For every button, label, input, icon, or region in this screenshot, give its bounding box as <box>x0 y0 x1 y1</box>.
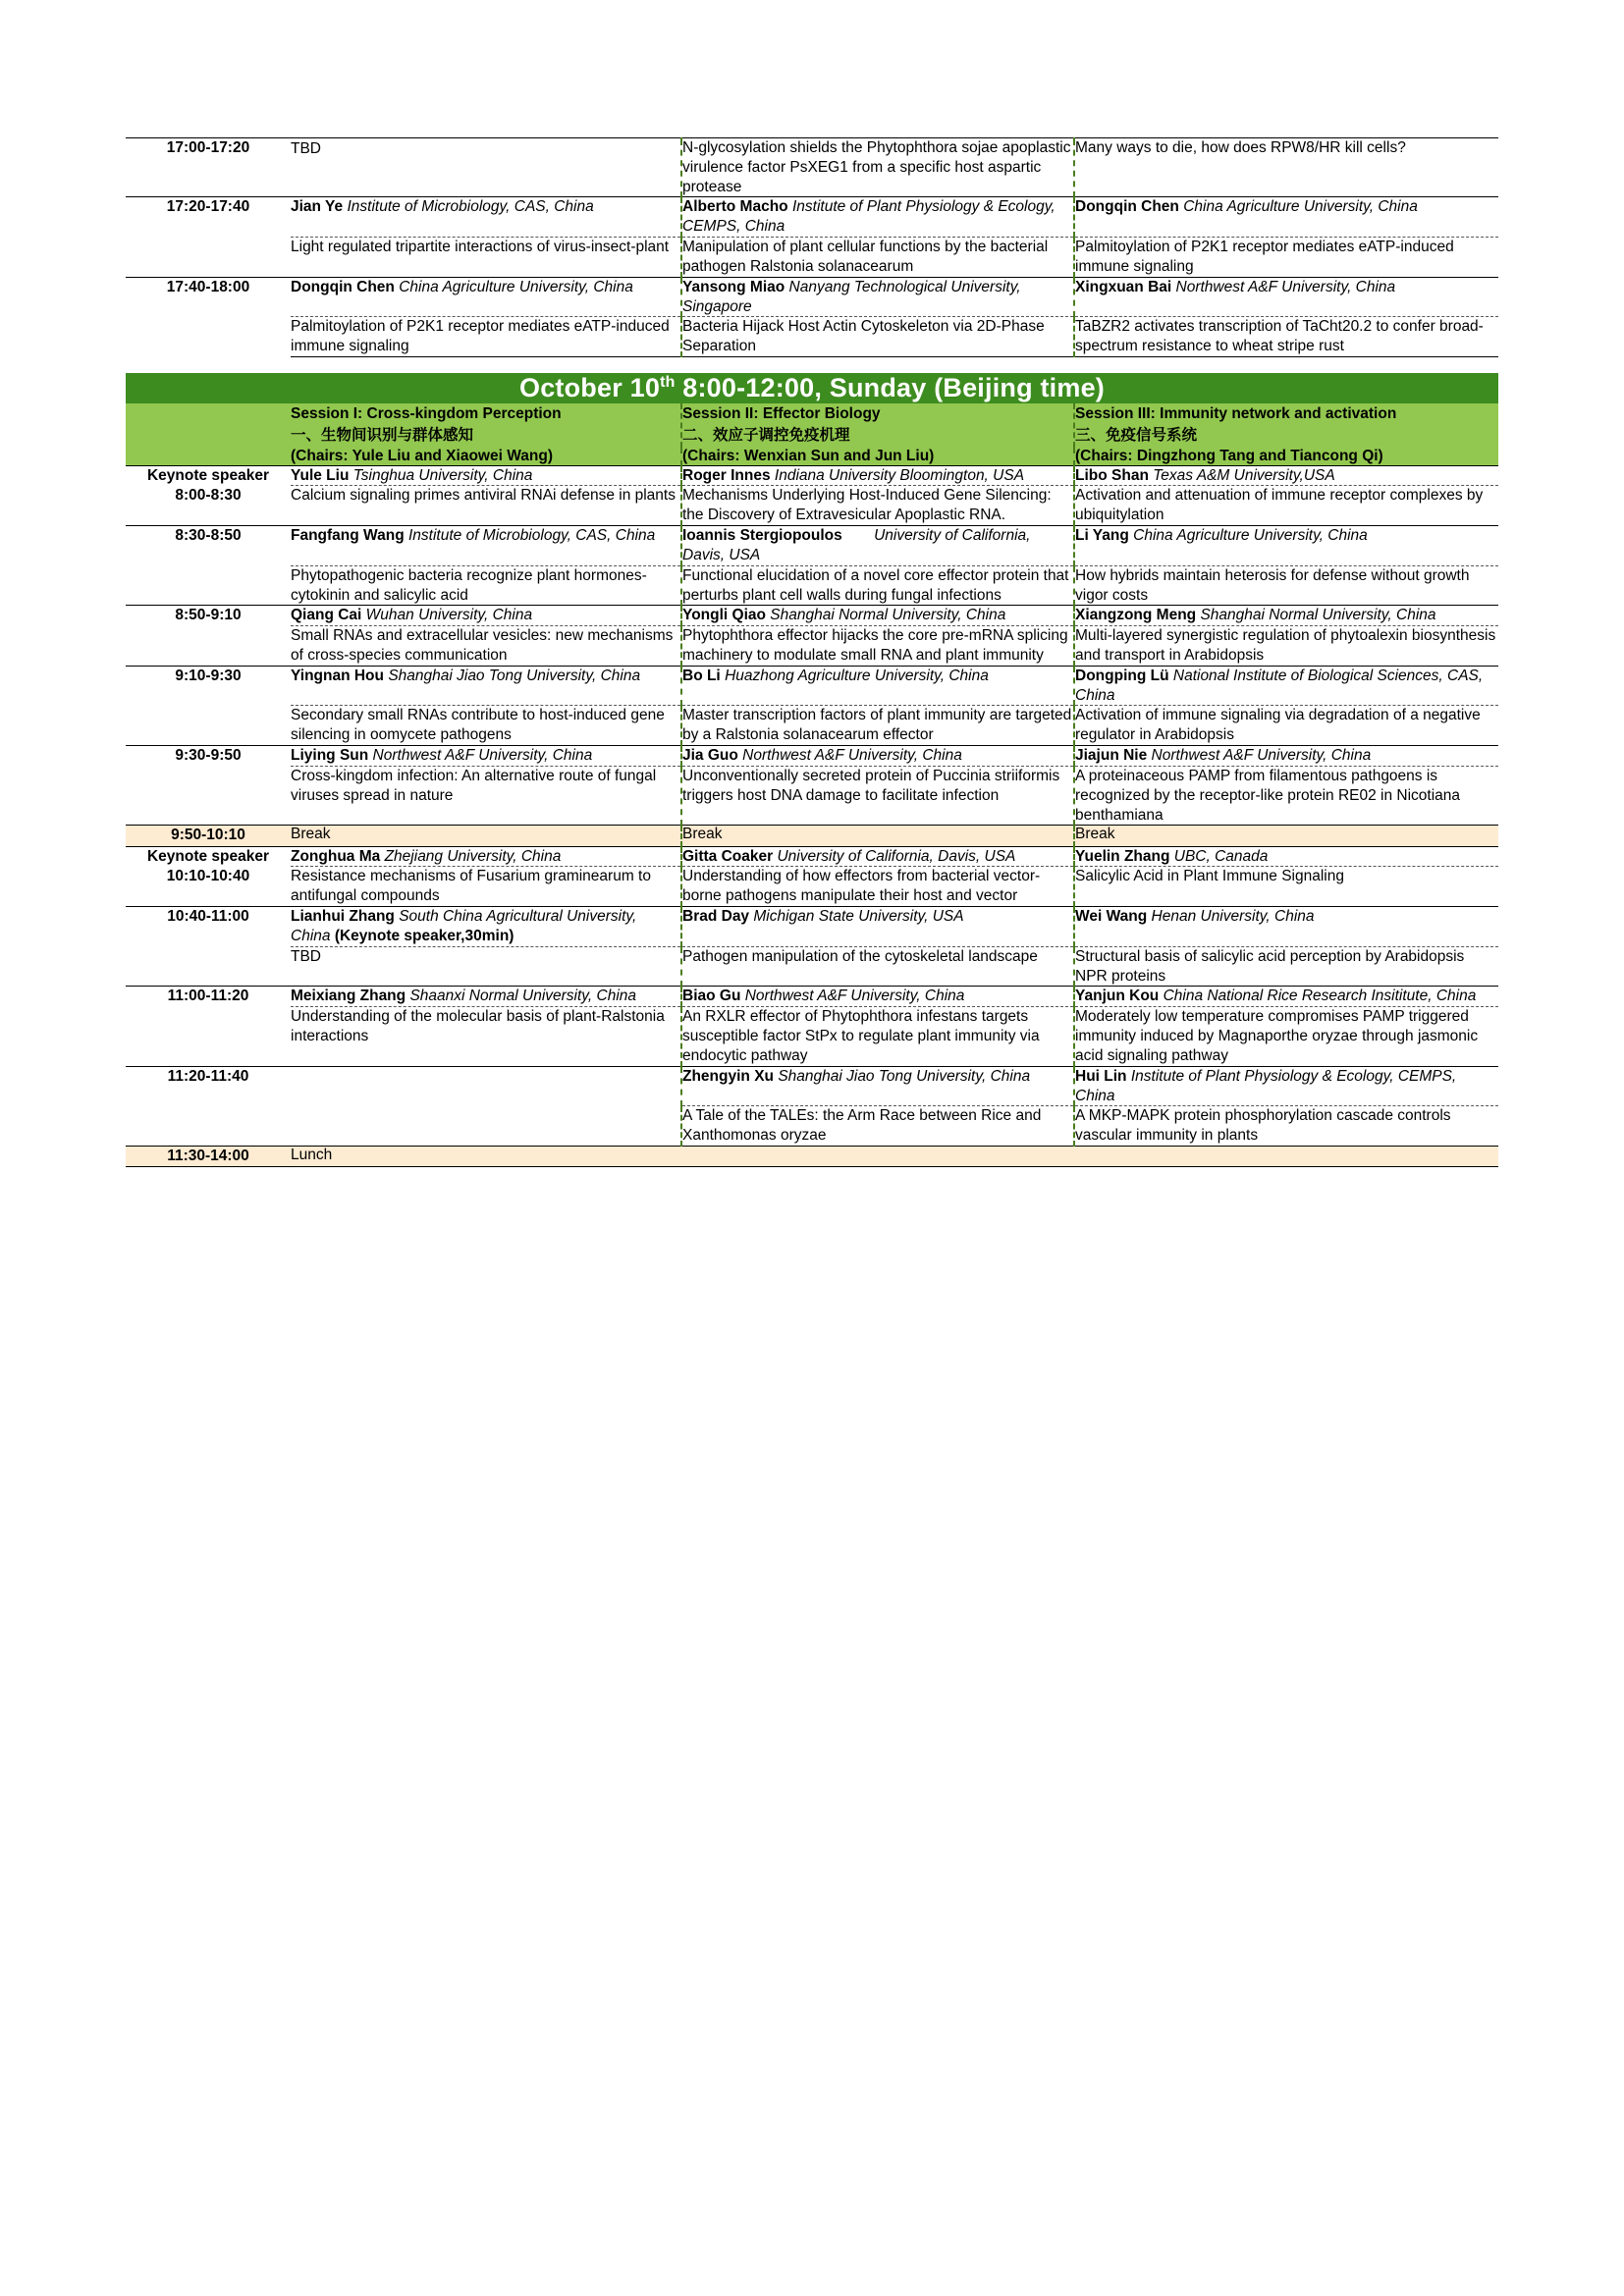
speaker-name: Yongli Qiao <box>682 607 766 624</box>
talk-title-s2: Phytophthora effector hijacks the core pre-mRNA splicing machinery to modulate small RNA and plant immunity <box>681 626 1074 667</box>
table-row-cont <box>126 486 1498 526</box>
speaker-s1 <box>291 465 681 486</box>
speaker-name: Jia Guo <box>682 747 738 765</box>
row-time: 8:50-9:10 <box>126 606 291 666</box>
speaker-affiliation: Shaanxi Normal University, China <box>409 988 637 1005</box>
speaker-s3 <box>1074 526 1498 566</box>
speaker-s2 <box>681 987 1074 1007</box>
speaker-name: Liying Sun <box>291 747 369 765</box>
speaker-s1 <box>291 277 681 317</box>
talk-title-s2: Bacteria Hijack Host Actin Cytoskeleton via 2D-Phase Separation <box>681 317 1074 357</box>
table-row-cont <box>126 317 1498 357</box>
speaker-name: Hui Lin <box>1075 1067 1127 1085</box>
speaker-name: Qiang Cai <box>291 607 362 624</box>
speaker-s1 <box>291 606 681 626</box>
speaker-name: Dongqin Chen <box>1075 198 1179 216</box>
talk-title-s1: TBD <box>291 139 321 157</box>
speaker-affiliation: National Institute of Biological Sciences, CAS, China <box>1075 667 1484 704</box>
talk-title-s1: Phytopathogenic bacteria recognize plant hormones-cytokinin and salicylic acid <box>291 565 681 606</box>
table-row <box>126 606 1498 626</box>
speaker-name: Dongqin Chen <box>291 278 395 295</box>
speaker-name: Libo Shan <box>1075 466 1149 484</box>
talk-title-s2: Functional elucidation of a novel core effector protein that perturbs plant cell walls during fungal infections <box>681 565 1074 606</box>
row-time: 17:20-17:40 <box>126 197 291 277</box>
speaker-name: Fangfang Wang <box>291 527 405 545</box>
row-time-line2: 10:10-10:40 <box>166 867 250 884</box>
speaker-affiliation: Tsinghua University, China <box>352 466 533 484</box>
speaker-affiliation: Shanghai Normal University, China <box>1200 607 1436 624</box>
table-row-cont <box>126 238 1498 278</box>
lunch-time: 11:30-14:00 <box>126 1147 291 1167</box>
speaker-affiliation: Shanghai Normal University, China <box>770 607 1006 624</box>
speaker-affiliation: Institute of Microbiology, CAS, China <box>347 198 594 216</box>
session-chairs-1: (Chairs: Yule Liu and Xiaowei Wang) <box>291 448 681 466</box>
speaker-s1 <box>291 746 681 767</box>
speaker-name: Zonghua Ma <box>291 847 381 865</box>
talk-title-s3: Palmitoylation of P2K1 receptor mediates eATP-induced immune signaling <box>1074 238 1498 278</box>
speaker-affiliation: China National Rice Research Insititute, China <box>1163 988 1477 1005</box>
speaker-s1 <box>291 846 681 867</box>
talk-title-s3: TaBZR2 activates transcription of TaCht20.2 to confer broad-spectrum resistance to wheat stripe rust <box>1074 317 1498 357</box>
speaker-name: Lianhui Zhang <box>291 908 395 926</box>
schedule-table-top <box>126 137 1498 373</box>
speaker-extra: (Keynote speaker,30min) <box>334 927 514 944</box>
speaker-affiliation: Northwest A&F University, China <box>1175 278 1396 295</box>
speaker-s1-empty <box>291 1066 681 1146</box>
speaker-affiliation: China Agriculture University, China <box>1183 198 1418 216</box>
speaker-affiliation: Northwest A&F University, China <box>744 988 965 1005</box>
speaker-affiliation: Northwest A&F University, China <box>372 747 593 765</box>
row-time: 9:30-9:50 <box>126 746 291 826</box>
speaker-name: Biao Gu <box>682 988 741 1005</box>
speaker-affiliation: Nanyang Technological University, Singapore <box>682 278 1021 315</box>
speaker-name: Roger Innes <box>682 466 771 484</box>
table-row <box>126 465 1498 486</box>
speaker-s1 <box>291 987 681 1007</box>
talk-title-s2: N-glycosylation shields the Phytophthora sojae apoplastic virulence factor PsXEG1 from a specific host aspartic protease <box>681 138 1074 197</box>
talk-title-s3: Many ways to die, how does RPW8/HR kill cells? <box>1074 138 1498 197</box>
talk-title-s3: Salicylic Acid in Plant Immune Signaling <box>1074 867 1498 907</box>
table-row-cont <box>126 626 1498 667</box>
session-header-1 <box>291 403 681 448</box>
speaker-s3 <box>1074 606 1498 626</box>
speaker-affiliation: Institute of Plant Physiology & Ecology, CEMPS, China <box>682 198 1056 236</box>
banner-row <box>126 373 1498 403</box>
table-row-cont <box>126 867 1498 907</box>
speaker-s2 <box>681 197 1074 238</box>
talk-title-s1: Light regulated tripartite interactions of virus-insect-plant <box>291 238 681 278</box>
speaker-s3 <box>1074 197 1498 238</box>
talk-title-s2: Master transcription factors of plant immunity are targeted by a Ralstonia solanacearum effector <box>681 706 1074 746</box>
talk-title-s3: A MKP-MAPK protein phosphorylation cascade controls vascular immunity in plants <box>1074 1106 1498 1147</box>
speaker-affiliation: South China Agricultural University, China <box>291 908 637 944</box>
session-title: Session I: Cross-kingdom Perception <box>291 404 562 422</box>
speaker-name: Meixiang Zhang <box>291 988 406 1005</box>
talk-title-s3: Activation of immune signaling via degradation of a negative regulator in Arabidopsis <box>1074 706 1498 746</box>
speaker-s2 <box>681 846 1074 867</box>
banner-date: October 10 <box>519 372 661 402</box>
speaker-name: Yansong Miao <box>682 278 785 295</box>
table-row <box>126 746 1498 767</box>
table-row <box>126 907 1498 947</box>
speaker-name: Yuelin Zhang <box>1075 847 1170 865</box>
table-row-cont <box>126 946 1498 987</box>
speaker-name: Bo Li <box>682 667 721 684</box>
row-time: 8:30-8:50 <box>126 526 291 606</box>
row-time <box>126 465 291 525</box>
session-title: Session III: Immunity network and activation <box>1075 404 1397 422</box>
break-label-s3: Break <box>1074 826 1498 846</box>
talk-title-s3: Structural basis of salicylic acid perception by Arabidopsis NPR proteins <box>1074 946 1498 987</box>
speaker-name: Xiangzong Meng <box>1075 607 1197 624</box>
session-header-row <box>126 403 1498 448</box>
speaker-affiliation: Huazhong Agriculture University, China <box>725 667 989 684</box>
row-time-line1: Keynote speaker <box>146 466 270 484</box>
session-header-2 <box>681 403 1074 448</box>
speaker-affiliation: Northwest A&F University, China <box>742 747 962 765</box>
row-time: 10:40-11:00 <box>126 907 291 987</box>
talk-title-s1: Calcium signaling primes antiviral RNAi defense in plants <box>291 486 681 526</box>
session-header-3 <box>1074 403 1498 448</box>
speaker-affiliation: Texas A&M University,USA <box>1153 466 1335 484</box>
spacer-row <box>126 357 1498 373</box>
speaker-name: Li Yang <box>1075 527 1129 545</box>
table-row <box>126 526 1498 566</box>
speaker-s3 <box>1074 465 1498 486</box>
row-time: 17:40-18:00 <box>126 277 291 356</box>
speaker-s1 <box>291 666 681 706</box>
speaker-name: Zhengyin Xu <box>682 1067 774 1085</box>
speaker-affiliation: Michigan State University, USA <box>753 908 964 926</box>
row-time <box>126 846 291 906</box>
speaker-affiliation: Henan University, China <box>1151 908 1315 926</box>
speaker-s2 <box>681 746 1074 767</box>
chairs-row <box>126 448 1498 466</box>
table-row <box>126 197 1498 238</box>
speaker-affiliation: China Agriculture University, China <box>1133 527 1368 545</box>
speaker-s2 <box>681 907 1074 947</box>
row-time: 11:00-11:20 <box>126 987 291 1066</box>
speaker-affiliation: Indiana University Bloomington, USA <box>774 466 1025 484</box>
talk-title-s1: Small RNAs and extracellular vesicles: new mechanisms of cross-species communication <box>291 626 681 667</box>
session-subtitle: 三、免疫信号系统 <box>1075 427 1198 445</box>
speaker-name: Alberto Macho <box>682 198 788 216</box>
talk-title-s3: Moderately low temperature compromises PAMP triggered immunity induced by Magnaporthe oryzae through jasmonic acid signaling pathway <box>1074 1007 1498 1066</box>
banner-sup: th <box>660 373 676 391</box>
row-time: 9:10-9:30 <box>126 666 291 745</box>
talk-title-s2: Understanding of how effectors from bacterial vector-borne pathogens manipulate their host and vector <box>681 867 1074 907</box>
talk-title-s1: Understanding of the molecular basis of plant-Ralstonia interactions <box>291 1007 681 1066</box>
speaker-name: Yingnan Hou <box>291 667 384 684</box>
chairs-spacer <box>126 448 291 466</box>
day-banner <box>126 373 1498 403</box>
speaker-affiliation: Shanghai Jiao Tong University, China <box>778 1067 1031 1085</box>
break-row <box>126 826 1498 846</box>
speaker-s2 <box>681 606 1074 626</box>
speaker-name: Yule Liu <box>291 466 350 484</box>
schedule-table-day2 <box>126 373 1498 1168</box>
speaker-s2 <box>681 1066 1074 1106</box>
table-row <box>126 1066 1498 1106</box>
speaker-s3 <box>1074 987 1498 1007</box>
talk-title-s1: Resistance mechanisms of Fusarium graminearum to antifungal compounds <box>291 867 681 907</box>
break-time: 9:50-10:10 <box>126 826 291 846</box>
session-chairs-3: (Chairs: Dingzhong Tang and Tiancong Qi) <box>1074 448 1498 466</box>
session-subtitle: 二、效应子调控免疫机理 <box>682 427 850 445</box>
table-row <box>126 846 1498 867</box>
talk-title-s3: Multi-layered synergistic regulation of phytoalexin biosynthesis and transport in Arabidopsis <box>1074 626 1498 667</box>
talk-title-s3: Activation and attenuation of immune receptor complexes by ubiquitylation <box>1074 486 1498 526</box>
speaker-s2 <box>681 465 1074 486</box>
lunch-row <box>126 1147 1498 1167</box>
break-label-s2: Break <box>681 826 1074 846</box>
speaker-s1 <box>291 526 681 566</box>
talk-title-s2: Mechanisms Underlying Host-Induced Gene Silencing: the Discovery of Extravesicular Apoplastic RNA. <box>681 486 1074 526</box>
speaker-name: Jian Ye <box>291 198 344 216</box>
speaker-affiliation: Shanghai Jiao Tong University, China <box>388 667 641 684</box>
speaker-s3 <box>1074 907 1498 947</box>
lunch-label: Lunch <box>291 1147 681 1167</box>
talk-title-s2: Unconventionally secreted protein of Puccinia striiformis triggers host DNA damage to facilitate infection <box>681 766 1074 825</box>
table-row <box>126 277 1498 317</box>
session-subtitle: 一、生物间识别与群体感知 <box>291 427 474 445</box>
talk-title-s2: Manipulation of plant cellular functions by the bacterial pathogen Ralstonia solanacearum <box>681 238 1074 278</box>
speaker-affiliation: China Agriculture University, China <box>399 278 633 295</box>
session-chairs-2: (Chairs: Wenxian Sun and Jun Liu) <box>681 448 1074 466</box>
speaker-s3 <box>1074 1066 1498 1106</box>
speaker-affiliation: Institute of Plant Physiology & Ecology, CEMPS, China <box>1075 1067 1457 1104</box>
row-time-line2: 8:00-8:30 <box>175 486 242 504</box>
talk-title-s1: Secondary small RNAs contribute to host-induced gene silencing in oomycete pathogens <box>291 706 681 746</box>
talk-title-s1: Palmitoylation of P2K1 receptor mediates eATP-induced immune signaling <box>291 317 681 357</box>
speaker-affiliation: UBC, Canada <box>1173 847 1269 865</box>
speaker-name: Jiajun Nie <box>1075 747 1148 765</box>
session-title: Session II: Effector Biology <box>682 404 881 422</box>
speaker-s2 <box>681 666 1074 706</box>
table-row-cont <box>126 565 1498 606</box>
talk-title-s1: TBD <box>291 946 681 987</box>
speaker-s1 <box>291 907 681 947</box>
speaker-name: Ioannis Stergiopoulos <box>682 527 842 545</box>
talk-title-s1: Cross-kingdom infection: An alternative route of fungal viruses spread in nature <box>291 766 681 825</box>
row-time: 11:20-11:40 <box>126 1066 291 1146</box>
speaker-affiliation: Institute of Microbiology, CAS, China <box>407 527 656 545</box>
talk-title-s3: A proteinaceous PAMP from filamentous pathgoens is recognized by the receptor-like protein RE02 in Nicotiana benthamiana <box>1074 766 1498 825</box>
speaker-s3 <box>1074 746 1498 767</box>
speaker-affiliation: Wuhan University, China <box>365 607 533 624</box>
session-header-spacer <box>126 403 291 448</box>
break-label-s1: Break <box>291 826 681 846</box>
speaker-affiliation: University of California, Davis, USA <box>777 847 1016 865</box>
lunch-cell-s2 <box>681 1147 1074 1167</box>
speaker-affiliation: University of California, Davis, USA <box>682 527 1031 563</box>
speaker-name: Dongping Lü <box>1075 667 1169 684</box>
table-row-cont <box>126 766 1498 825</box>
speaker-name: Brad Day <box>682 908 750 926</box>
talk-title-s2: An RXLR effector of Phytophthora infestans targets susceptible factor StPx to regulate plant immunity via endocytic pathway <box>681 1007 1074 1066</box>
table-row <box>126 666 1498 706</box>
speaker-affiliation: Northwest A&F University, China <box>1151 747 1372 765</box>
table-row-cont <box>126 1007 1498 1066</box>
row-time: 17:00-17:20 <box>126 138 291 197</box>
table-row-cont <box>126 706 1498 746</box>
talk-title-s3: How hybrids maintain heterosis for defense without growth vigor costs <box>1074 565 1498 606</box>
banner-rest: 8:00-12:00, Sunday (Beijing time) <box>675 372 1105 402</box>
table-row <box>126 987 1498 1007</box>
speaker-affiliation: Zhejiang University, China <box>384 847 562 865</box>
speaker-s2 <box>681 277 1074 317</box>
speaker-name: Xingxuan Bai <box>1075 278 1172 295</box>
row-time-line1: Keynote speaker <box>146 847 270 865</box>
speaker-s3 <box>1074 666 1498 706</box>
speaker-s1 <box>291 197 681 238</box>
lunch-cell-s3 <box>1074 1147 1498 1167</box>
speaker-name: Yanjun Kou <box>1075 988 1160 1005</box>
speaker-name: Wei Wang <box>1075 908 1148 926</box>
speaker-name: Gitta Coaker <box>682 847 774 865</box>
talk-title-s2: A Tale of the TALEs: the Arm Race between Rice and Xanthomonas oryzae <box>681 1106 1074 1147</box>
speaker-s3 <box>1074 846 1498 867</box>
speaker-s3 <box>1074 277 1498 317</box>
speaker-s2 <box>681 526 1074 566</box>
talk-title-s2: Pathogen manipulation of the cytoskeletal landscape <box>681 946 1074 987</box>
